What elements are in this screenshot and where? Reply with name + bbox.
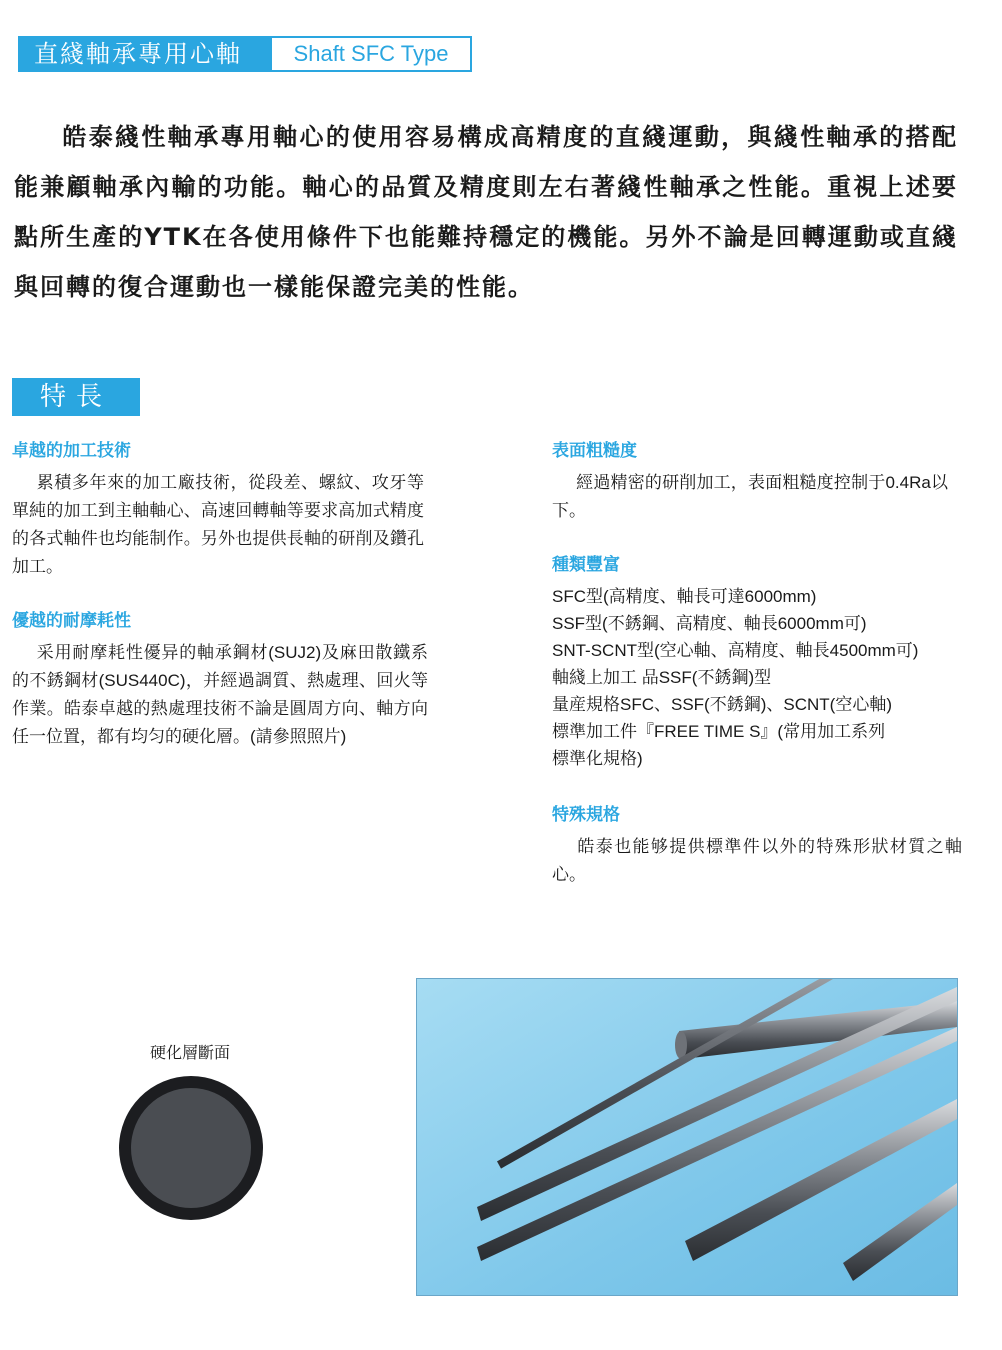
section-title: 表面粗糙度 bbox=[552, 441, 637, 461]
section-body: 累積多年來的加工廠技術，從段差、螺紋、攻牙等單純的加工到主軸軸心、高速回轉軸等要求高加式精度的各式軸件也均能制作。另外也提供長軸的研削及鑽孔加工。 bbox=[12, 473, 424, 576]
section-special bbox=[552, 801, 962, 889]
shaft-photo bbox=[416, 978, 958, 1296]
page-title-cn: 直綫軸承專用心軸 bbox=[20, 38, 272, 70]
list-item: 標準化規格) bbox=[552, 749, 643, 768]
section-roughness bbox=[552, 437, 948, 525]
cross-section-label: 硬化層斷面 bbox=[149, 1043, 230, 1062]
section-title: 種類豐富 bbox=[552, 555, 620, 575]
cross-section-figure bbox=[118, 1075, 264, 1221]
section-body: 經過精密的研削加工，表面粗糙度控制于0.4Ra以下。 bbox=[552, 473, 948, 520]
shaft-photo-image bbox=[417, 979, 957, 1295]
intro-paragraph bbox=[14, 112, 958, 312]
list-item: SFC型(高精度、軸長可達6000mm) bbox=[552, 587, 817, 606]
section-body: 皓泰也能够提供標準件以外的特殊形狀材質之軸心。 bbox=[552, 837, 962, 884]
list-item: SNT-SCNT型(空心軸、高精度、軸長4500mm可) bbox=[552, 641, 919, 660]
section-processing bbox=[12, 437, 424, 581]
header-bar bbox=[18, 36, 472, 72]
section-wear bbox=[12, 607, 428, 751]
intro-text: 皓泰綫性軸承專用軸心的使用容易構成高精度的直綫運動，與綫性軸承的搭配能兼顧軸承內輸的功能。軸心的品質及精度則左右著綫性軸承之性能。重視上述要點所生產的YTK在各使用條件下也能難持穩定的機能。另外不論是回轉運動或直綫與回轉的復合運動也一樣能保證完美的性能。 bbox=[14, 123, 958, 301]
list-item: 量産規格SFC、SSF(不銹鋼)、SCNT(空心軸) bbox=[552, 695, 892, 714]
section-variety bbox=[552, 551, 972, 772]
section-title: 特殊規格 bbox=[552, 805, 620, 825]
section-body: 采用耐摩耗性優异的軸承鋼材(SUJ2)及麻田散鐵系的不銹鋼材(SUS440C)，并經過調質、熱處理、回火等作業。皓泰卓越的熱處理技術不論是圓周方向、軸方向任一位置，都有均匀的硬化層。(請參照照片) bbox=[12, 643, 428, 746]
features-tab: 特長 bbox=[12, 378, 140, 416]
section-title: 優越的耐摩耗性 bbox=[12, 611, 131, 631]
list-item: SSF型(不銹鋼、高精度、軸長6000mm可) bbox=[552, 614, 867, 633]
shaft-core bbox=[131, 1088, 251, 1208]
list-item: 標準加工件『FREE TIME S』(常用加工系列 bbox=[552, 722, 886, 741]
page-title-en: Shaft SFC Type bbox=[293, 41, 449, 66]
variety-list bbox=[552, 583, 972, 772]
section-title: 卓越的加工技術 bbox=[12, 441, 131, 461]
list-item: 軸綫上加工 品SSF(不銹鋼)型 bbox=[552, 668, 772, 687]
